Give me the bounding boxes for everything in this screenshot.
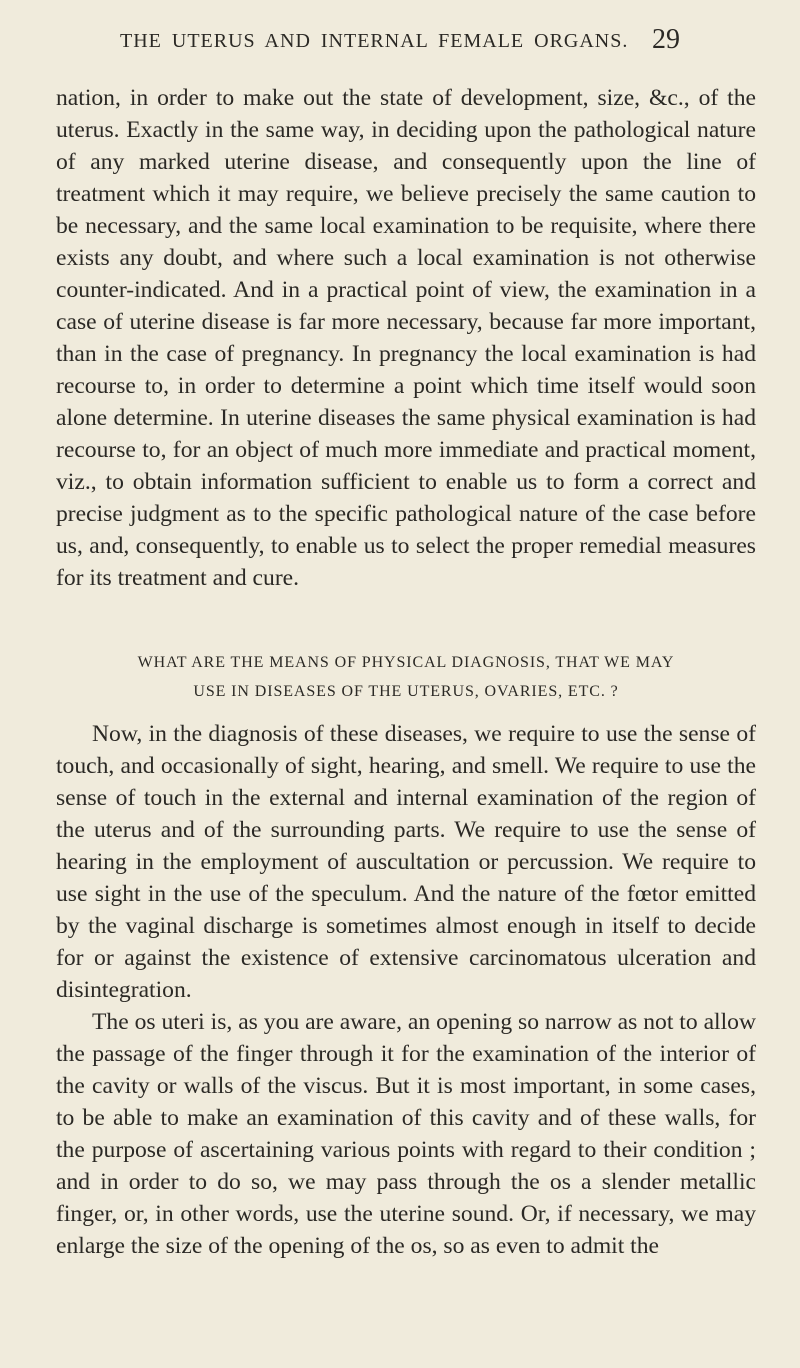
body-text-section-2 [56,718,756,1262]
paragraph-continuation: nation, in order to make out the state of development, size, &c., of the uterus. Exactly in the same way, in deciding upon the pathological nature of any marked uterine disease, and consequently upon the line of treatment which it may require, we believe precisely the same caution to be necessary, and the same local examination to be requisite, where there exists any doubt, and where such a local examination is not otherwise counter-indicated. And in a practical point of view, the examination in a case of uterine disease is far more necessary, because far more important, than in the case of pregnancy. In pregnancy the local examination is had recourse to, in order to determine a point which time itself would soon alone determine. In uterine diseases the same physical examination is had recourse to, for an object of much more immediate and practical moment, viz., to obtain information sufficient to enable us to form a correct and precise judgment as to the specific pathological nature of the case before us, and, consequently, to enable us to select the proper remedial measures for its treatment and cure. [56,85,756,591]
paragraph-os-uteri: The os uteri is, as you are aware, an opening so narrow as not to allow the passage of the finger through it for the examination of the interior of the cavity or walls of the viscus. But it is most important, in some cases, to be able to make an examination of this cavity and of these walls, for the purpose of ascertaining various points with regard to their condition ; and in order to do so, we may pass through the os a slender metallic finger, or, in other words, use the uterine sound. Or, if necessary, we may enlarge the size of the opening of the os, so as even to admit the [56,1009,756,1259]
paragraph-diagnosis-senses: Now, in the diagnosis of these diseases, we require to use the sense of touch, and occasionally of sight, hearing, and smell. We require to use the sense of touch in the external and internal examination of the region of the uterus and of the surrounding parts. We require to use the sense of hearing in the employment of auscultation or percussion. We require to use sight in the use of the speculum. And the nature of the fœtor emitted by the vaginal discharge is sometimes almost enough in itself to decide for or against the existence of extensive carcinomatous ulceration and disintegration. [56,721,756,1003]
body-text-section-1 [56,82,756,594]
section-heading-line-1: WHAT ARE THE MEANS OF PHYSICAL DIAGNOSIS, THAT WE MAY [137,654,675,671]
section-heading [56,648,756,706]
page-number: 29 [652,24,680,55]
section-heading-line-2: USE IN DISEASES OF THE UTERUS, OVARIES, ETC. ? [193,683,619,700]
running-title: THE UTERUS AND INTERNAL FEMALE ORGANS. [120,30,629,52]
